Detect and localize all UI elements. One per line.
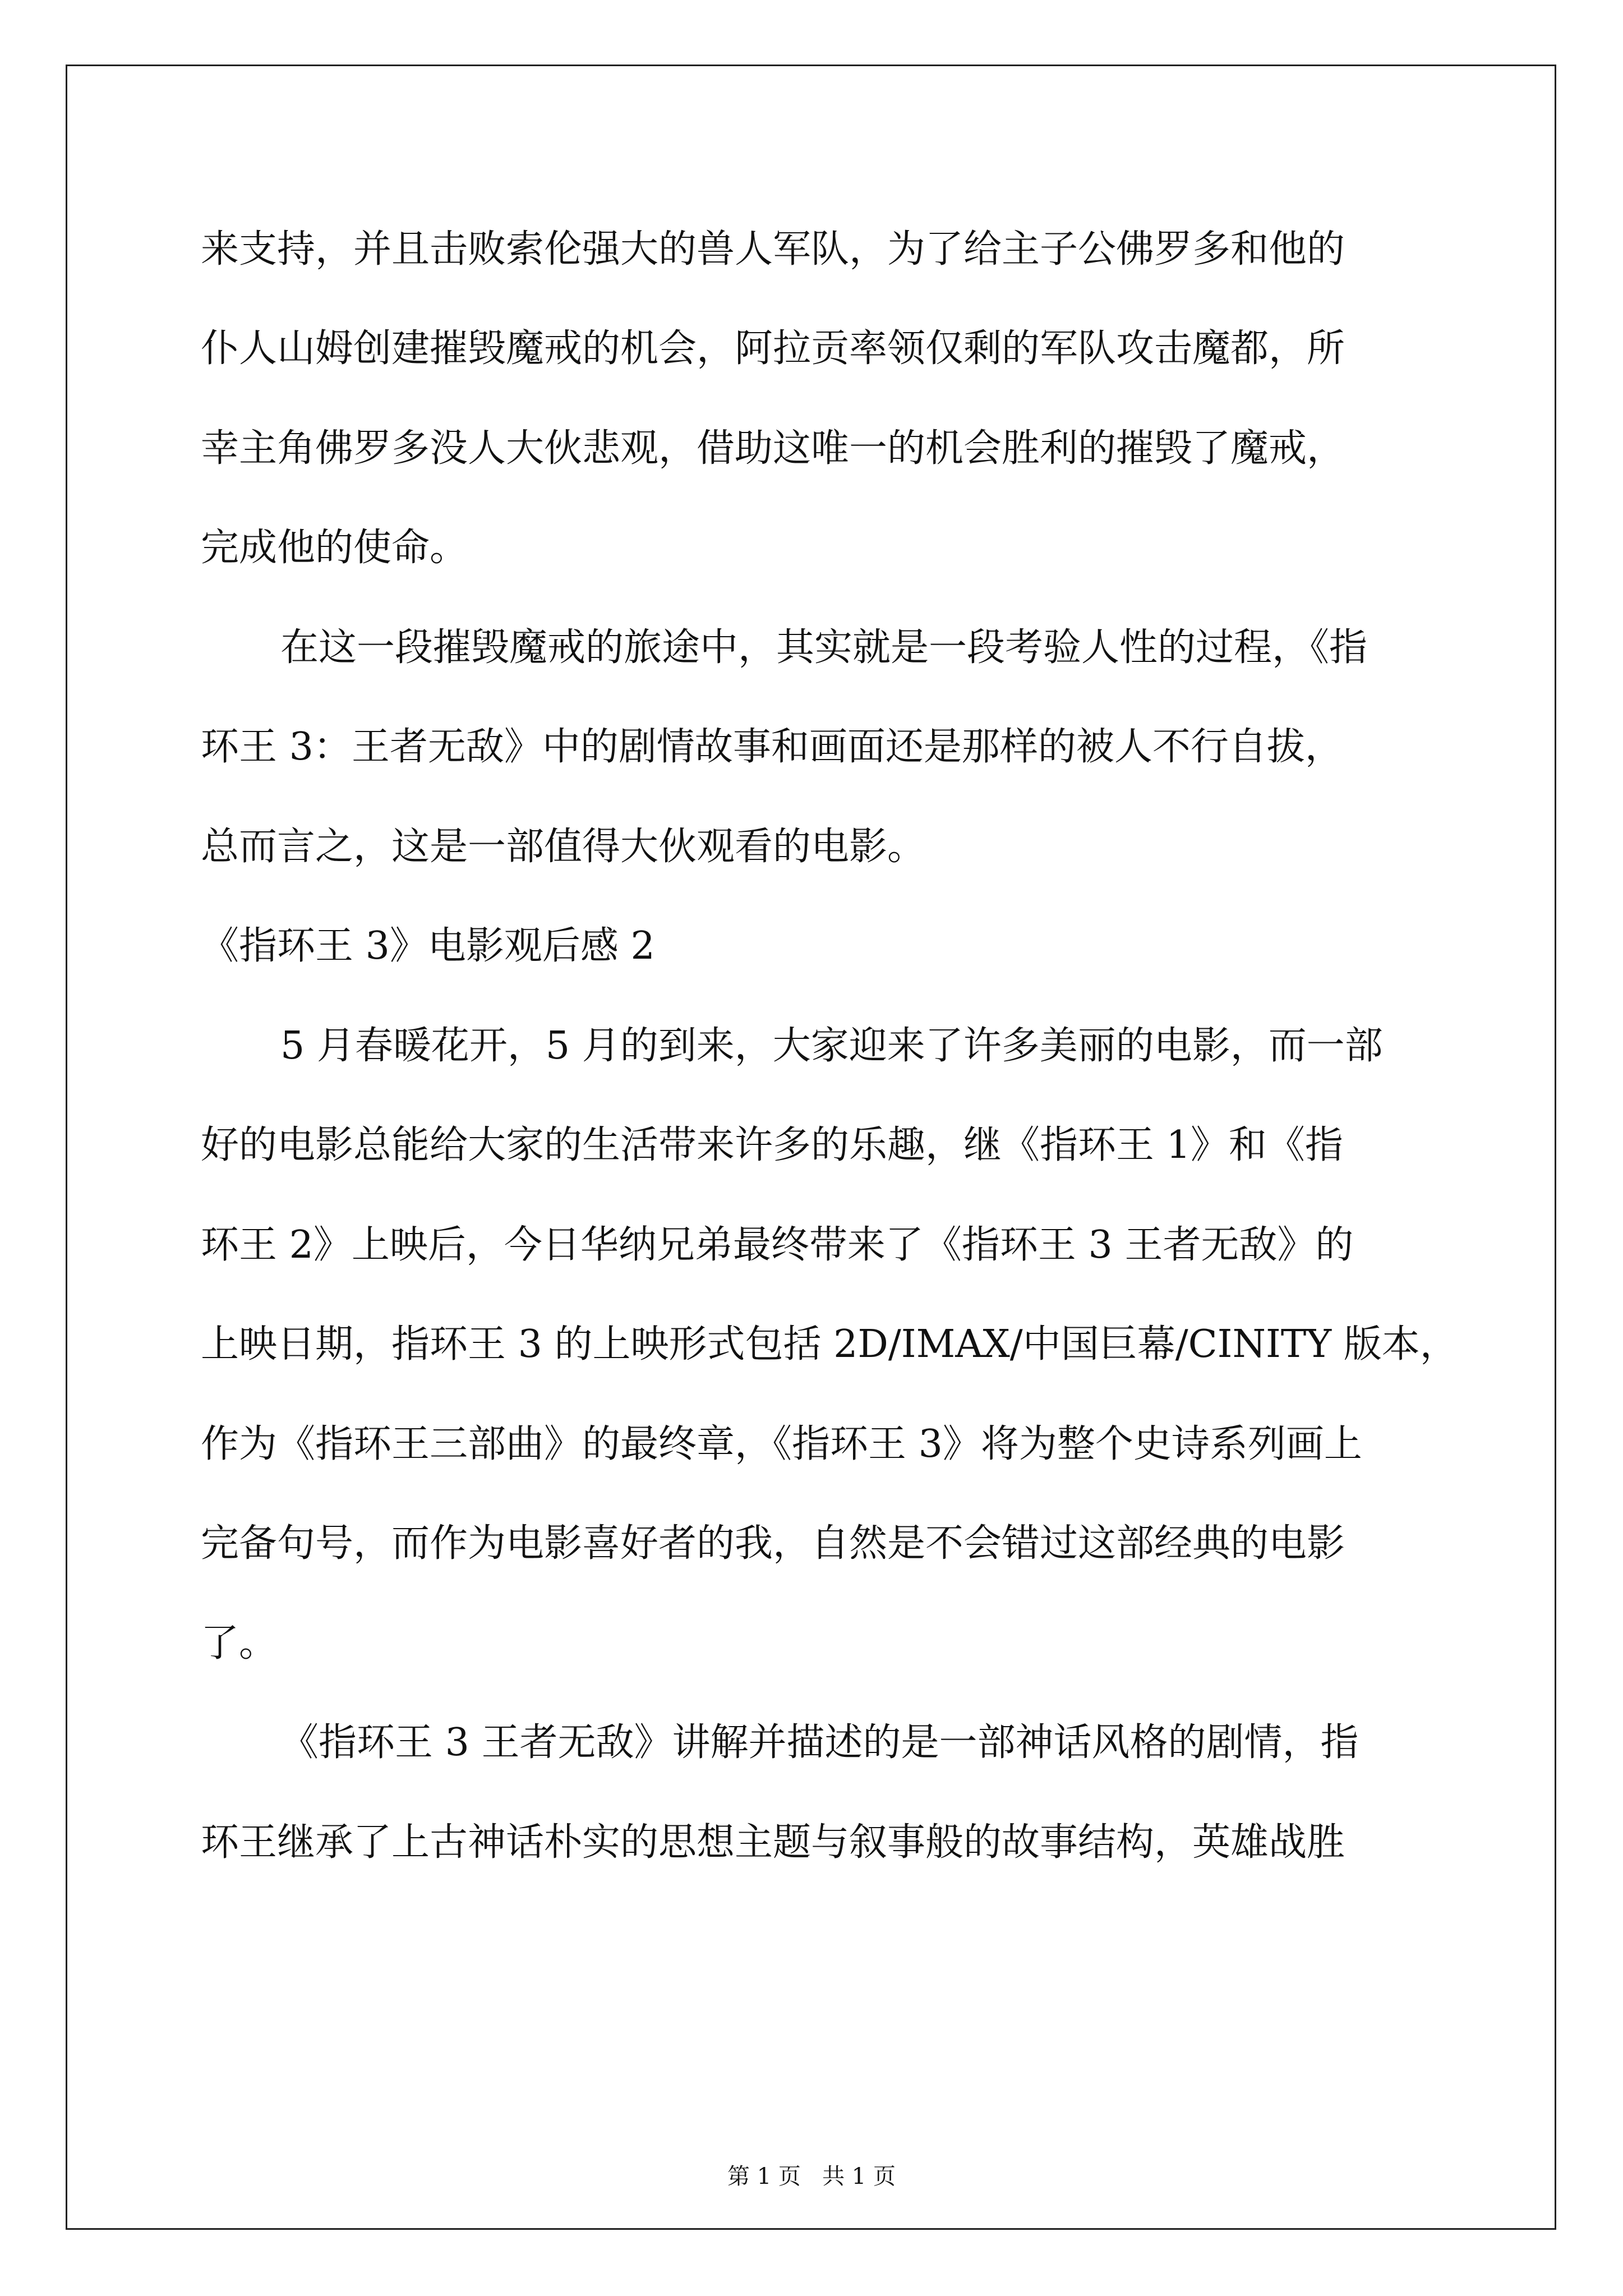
- paragraph-line: 环王 3：王者无敌》中的剧情故事和画面还是那样的被人不行自拔，: [201, 725, 1343, 769]
- paragraph-line: 幸主角佛罗多没人大伙悲观，借助这唯一的机会胜利的摧毁了魔戒，: [201, 426, 1345, 471]
- paragraph-line: 环王继承了上古神话朴实的思想主题与叙事般的故事结构，英雄战胜: [201, 1820, 1345, 1865]
- section-heading: 《指环王 3》电影观后感 2: [201, 924, 655, 968]
- paragraph-line: 完成他的使命。: [201, 526, 468, 570]
- paragraph-line: 好的电影总能给大家的生活带来许多的乐趣，继《指环王 1》和《指: [201, 1123, 1343, 1167]
- paragraph-line: 仆人山姆创建摧毁魔戒的机会，阿拉贡率领仅剩的军队攻击魔都，所: [201, 326, 1345, 371]
- paragraph-line: 作为《指环王三部曲》的最终章，《指环王 3》将为整个史诗系列画上: [201, 1422, 1362, 1466]
- paragraph-line: 环王 2》上映后，今日华纳兄弟最终带来了《指环王 3 王者无敌》的: [201, 1223, 1354, 1267]
- paragraph-line: 在这一段摧毁魔戒的旅途中，其实就是一段考验人性的过程，《指: [280, 625, 1368, 670]
- paragraph-line: 上映日期，指环王 3 的上映形式包括 2D/IMAX/中国巨幕/CINITY 版本，: [201, 1322, 1458, 1366]
- paragraph-line: 来支持，并且击败索伦强大的兽人军队，为了给主子公佛罗多和他的: [201, 227, 1345, 272]
- paragraph-line: 《指环王 3 王者无敌》讲解并描述的是一部神话风格的剧情，指: [280, 1720, 1359, 1765]
- paragraph-line: 了。: [201, 1621, 278, 1665]
- paragraph-line: 完备句号，而作为电影喜好者的我，自然是不会错过这部经典的电影: [201, 1521, 1345, 1566]
- paragraph-line: 5 月春暖花开，5 月的到来，大家迎来了许多美丽的电影，而一部: [280, 1024, 1383, 1068]
- paragraph-line: 总而言之，这是一部值得大伙观看的电影。: [201, 825, 926, 869]
- page-number-footer: 第 1 页 共 1 页: [727, 2164, 896, 2189]
